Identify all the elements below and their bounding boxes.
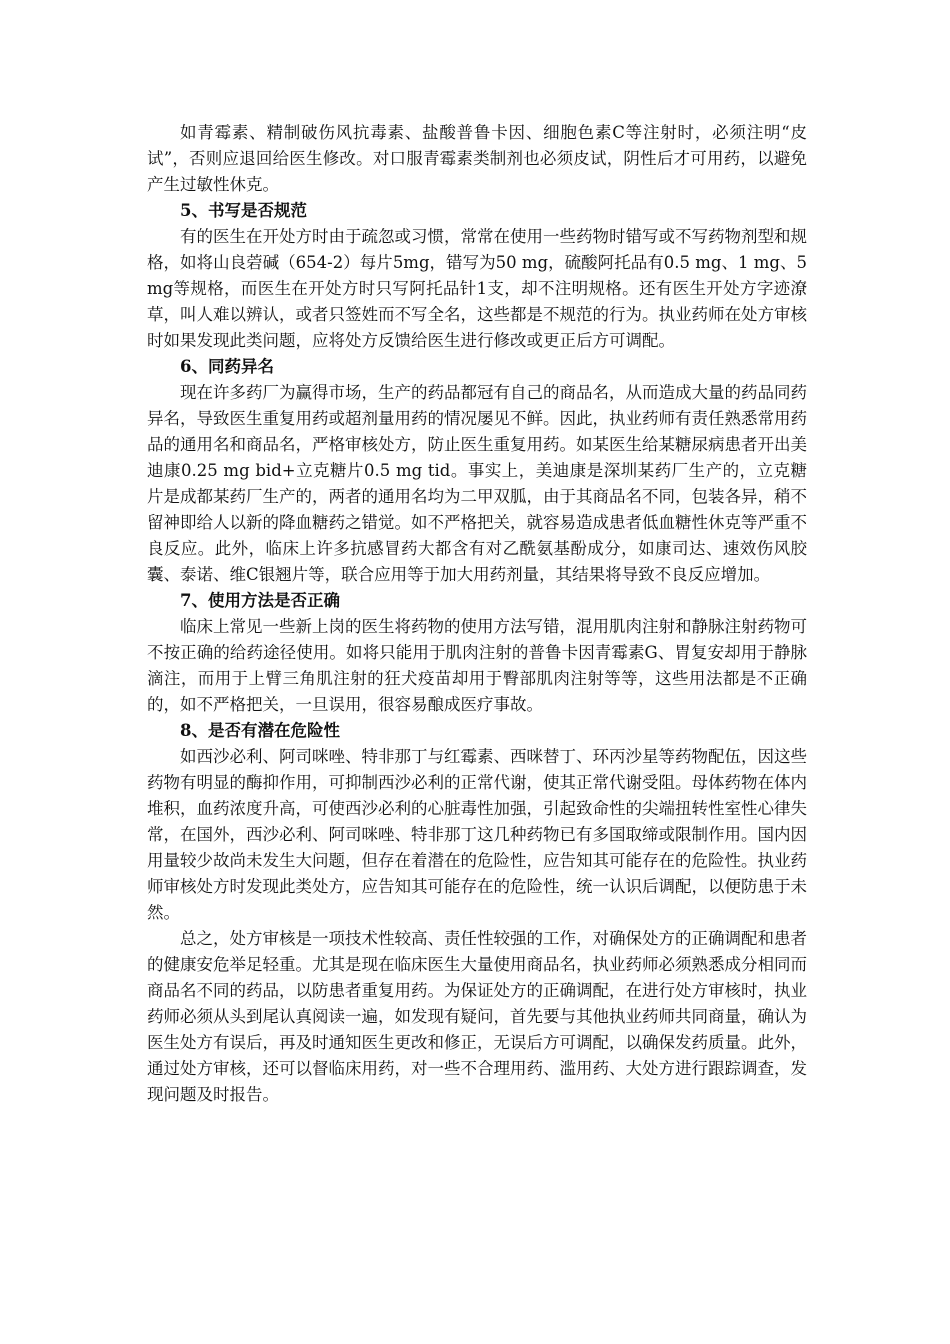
section-heading-8: 8、是否有潜在危险性 [180,721,340,740]
section-heading-5: 5、书写是否规范 [180,201,307,220]
paragraph-conclusion: 总之，处方审核是一项技术性较高、责任性较强的工作，对确保处方的正确调配和患者的健康安危举足轻重。尤其是现在临床医生大量使用商品名，执业药师必须熟悉成分相同而商品名不同的药品，以防患者重复用药。为保证处方的正确调配，在进行处方审核时，执业药师必须从头到尾认真阅读一遍，如发现有疑问，首先要与其他执业药师共同商量，确认为医生处方有误后，再及时通知医生更改和修正，无误后方可调配，以确保发药质量。此外，通过处方审核，还可以督临床用药，对一些不合理用药、滥用药、大处方进行跟踪调查，发现问题及时报告。 [147,929,807,1104]
paragraph-same-drug-different-name: 现在许多药厂为赢得市场，生产的药品都冠有自己的商品名，从而造成大量的药品同药异名，导致医生重复用药或超剂量用药的情况屡见不鲜。因此，执业药师有责任熟悉常用药品的通用名和商品名，严格审核处方，防止医生重复用药。如某医生给某糖尿病患者开出美迪康0.25 mg bid+立克糖片0.5 mg tid。事实上，美迪康是深圳某药厂生产的，立克糖片是成都某药厂生产的，两者的通用名均为二甲双胍，由于其商品名不同，包装各异，稍不留神即给人以新的降血糖药之错觉。如不严格把关，就容易造成患者低血糖性休克等严重不良反应。此外，临床上许多抗感冒药大都含有对乙酰氨基酚成分，如康司达、速效伤风胶囊、泰诺、维C银翘片等，联合应用等于加大用药剂量，其结果将导致不良反应增加。 [147,383,807,584]
paragraph-writing-standard: 有的医生在开处方时由于疏忽或习惯，常常在使用一些药物时错写或不写药物剂型和规格，如将山良菪碱（654-2）每片5mg，错写为50 mg，硫酸阿托品有0.5 mg、1 mg、5 mg等规格，而医生在开处方时只写阿托品针1支，却不注明规格。还有医生开处方字迹潦草，叫人难以辨认，或者只签姓而不写全名，这些都是不规范的行为。执业药师在处方审核时如果发现此类问题，应将处方反馈给医生进行修改或更正后方可调配。 [147,227,807,350]
document-page [147,120,807,1108]
paragraph-potential-risk: 如西沙必利、阿司咪唑、特非那丁与红霉素、西咪替丁、环丙沙星等药物配伍，因这些药物有明显的酶抑作用，可抑制西沙必利的正常代谢，使其正常代谢受阻。母体药物在体内堆积，血药浓度升高，可使西沙必利的心脏毒性加强，引起致命性的尖端扭转性室性心律失常，在国外，西沙必利、阿司咪唑、特非那丁这几种药物已有多国取缔或限制作用。国内因用量较少故尚未发生大问题，但存在着潜在的危险性，应告知其可能存在的危险性。执业药师审核处方时发现此类处方，应告知其可能存在的危险性，统一认识后调配，以便防患于未然。 [147,747,807,922]
section-heading-7: 7、使用方法是否正确 [180,591,340,610]
paragraph-skin-test: 如青霉素、精制破伤风抗毒素、盐酸普鲁卡因、细胞色素C等注射时，必须注明“皮试”，否则应退回给医生修改。对口服青霉素类制剂也必须皮试，阴性后才可用药，以避免产生过敏性休克。 [147,123,807,194]
paragraph-usage-method: 临床上常见一些新上岗的医生将药物的使用方法写错，混用肌肉注射和静脉注射药物可不按正确的给药途径使用。如将只能用于肌肉注射的普鲁卡因青霉素G、胃复安却用于静脉滴注，而用于上臂三角肌注射的狂犬疫苗却用于臀部肌肉注射等等，这些用法都是不正确的，如不严格把关，一旦误用，很容易酿成医疗事故。 [147,617,807,714]
section-heading-6: 6、同药异名 [180,357,274,376]
